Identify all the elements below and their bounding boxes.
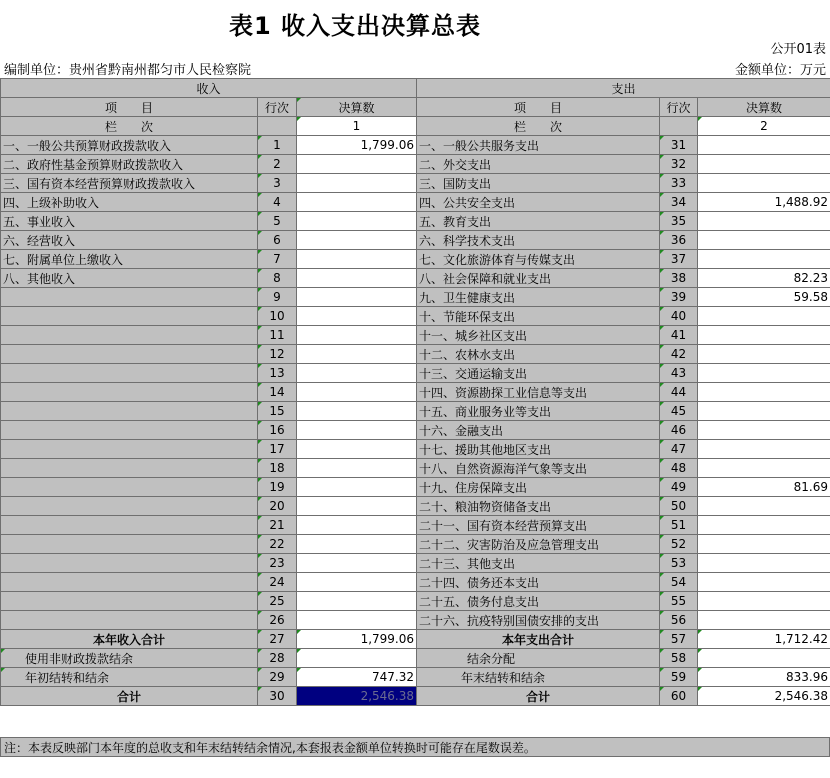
income-amount-cell[interactable]: 1,799.06 xyxy=(297,136,417,155)
expense-amount-cell[interactable]: 81.69 xyxy=(698,478,830,497)
expense-total-value[interactable]: 1,712.42 xyxy=(698,630,830,649)
expense-item-name: 三、国防支出 xyxy=(417,174,660,193)
end-carryover-label: 年末结转和结余 xyxy=(417,668,660,687)
income-amount-cell[interactable] xyxy=(297,307,417,326)
expense-item-name: 十三、交通运输支出 xyxy=(417,364,660,383)
income-item-name xyxy=(1,516,258,535)
allocation-label: 结余分配 xyxy=(417,649,660,668)
expense-amount-cell[interactable] xyxy=(698,592,830,611)
footnote: 注：本表反映部门本年度的总收支和年末结转结余情况,本套报表金额单位转换时可能存在尾数误差。 xyxy=(0,737,830,757)
expense-item-name: 十五、商业服务业等支出 xyxy=(417,402,660,421)
expense-item-name: 七、文化旅游体育与传媒支出 xyxy=(417,250,660,269)
header-row-colno xyxy=(1,117,830,136)
income-amount-cell[interactable] xyxy=(297,250,417,269)
expense-item-name: 十八、自然资源海洋气象等支出 xyxy=(417,459,660,478)
income-row-number: 6 xyxy=(258,231,297,250)
expense-item-name: 十二、农林水支出 xyxy=(417,345,660,364)
income-item-name xyxy=(1,611,258,630)
income-item-name xyxy=(1,364,258,383)
table-row xyxy=(1,497,830,516)
income-header: 收入 xyxy=(1,79,417,98)
expense-row-number: 47 xyxy=(660,440,698,459)
expense-row-number: 50 xyxy=(660,497,698,516)
expense-item-name: 二十四、债务还本支出 xyxy=(417,573,660,592)
expense-amount-cell[interactable] xyxy=(698,345,830,364)
income-total-value[interactable]: 1,799.06 xyxy=(297,630,417,649)
expense-row-number: 40 xyxy=(660,307,698,326)
expense-amount-cell[interactable] xyxy=(698,326,830,345)
income-item-name xyxy=(1,402,258,421)
grand-total-row xyxy=(1,687,830,706)
income-amount-cell[interactable] xyxy=(297,402,417,421)
income-row-number: 24 xyxy=(258,573,297,592)
income-item-name xyxy=(1,497,258,516)
table-row xyxy=(1,592,830,611)
expense-amount-cell[interactable] xyxy=(698,307,830,326)
income-row-number: 23 xyxy=(258,554,297,573)
expense-row-number: 43 xyxy=(660,364,698,383)
income-row-number: 11 xyxy=(258,326,297,345)
end-carryover-value[interactable]: 833.96 xyxy=(698,668,830,687)
grand-total-expense-value[interactable]: 2,546.38 xyxy=(698,687,830,706)
header-row-columns xyxy=(1,98,830,117)
income-item-name xyxy=(1,288,258,307)
expense-item-name: 一、一般公共服务支出 xyxy=(417,136,660,155)
expense-amount-cell[interactable] xyxy=(698,155,830,174)
expense-item-name: 二十五、债务付息支出 xyxy=(417,592,660,611)
expense-column-blank xyxy=(660,117,698,136)
expense-item-name: 六、科学技术支出 xyxy=(417,231,660,250)
table-row xyxy=(1,421,830,440)
expense-amount-cell[interactable] xyxy=(698,402,830,421)
expense-item-header: 项 目 xyxy=(417,98,660,117)
expense-total-label: 本年支出合计 xyxy=(417,630,660,649)
income-amount-cell[interactable] xyxy=(297,554,417,573)
income-row-number: 19 xyxy=(258,478,297,497)
income-item-name: 一、一般公共预算财政拨款收入 xyxy=(1,136,258,155)
income-amount-cell[interactable] xyxy=(297,592,417,611)
expense-item-name: 二十三、其他支出 xyxy=(417,554,660,573)
income-row-number: 2 xyxy=(258,155,297,174)
income-row-number: 17 xyxy=(258,440,297,459)
nonfiscal-label: 使用非财政拨款结余 xyxy=(1,649,258,668)
income-row-number: 3 xyxy=(258,174,297,193)
income-amount-cell[interactable] xyxy=(297,345,417,364)
table-row xyxy=(1,269,830,288)
expense-item-name: 四、公共安全支出 xyxy=(417,193,660,212)
table-row xyxy=(1,611,830,630)
expense-row-number: 46 xyxy=(660,421,698,440)
income-amount-cell[interactable] xyxy=(297,421,417,440)
money-unit: 金额单位：万元 xyxy=(734,63,826,78)
income-item-name xyxy=(1,554,258,573)
income-row-number: 14 xyxy=(258,383,297,402)
table-row xyxy=(1,307,830,326)
income-amount-cell[interactable] xyxy=(297,383,417,402)
table-row xyxy=(1,459,830,478)
nonfiscal-row xyxy=(1,649,830,668)
income-amount-cell[interactable] xyxy=(297,364,417,383)
table-row xyxy=(1,440,830,459)
expense-row-number: 41 xyxy=(660,326,698,345)
expense-amount-cell[interactable] xyxy=(698,440,830,459)
income-item-name xyxy=(1,345,258,364)
income-amount-cell[interactable] xyxy=(297,573,417,592)
expense-row-number: 35 xyxy=(660,212,698,231)
nonfiscal-value[interactable] xyxy=(297,649,417,668)
income-amount-header: 决算数 xyxy=(297,98,417,117)
expense-row-number: 33 xyxy=(660,174,698,193)
end-carryover-no: 59 xyxy=(660,668,698,687)
expense-amount-cell[interactable]: 59.58 xyxy=(698,288,830,307)
table-row xyxy=(1,174,830,193)
table-row xyxy=(1,554,830,573)
income-row-number: 18 xyxy=(258,459,297,478)
table-row xyxy=(1,383,830,402)
expense-header: 支出 xyxy=(417,79,830,98)
income-row-number: 7 xyxy=(258,250,297,269)
expense-item-name: 五、教育支出 xyxy=(417,212,660,231)
expense-amount-cell[interactable] xyxy=(698,136,830,155)
income-row-number: 22 xyxy=(258,535,297,554)
expense-amount-cell[interactable] xyxy=(698,231,830,250)
income-amount-cell[interactable] xyxy=(297,535,417,554)
income-item-name xyxy=(1,307,258,326)
income-item-name xyxy=(1,535,258,554)
expense-item-name: 二十一、国有资本经营预算支出 xyxy=(417,516,660,535)
income-item-name: 七、附属单位上缴收入 xyxy=(1,250,258,269)
expense-amount-cell[interactable] xyxy=(698,535,830,554)
expense-amount-cell[interactable] xyxy=(698,383,830,402)
expense-amount-cell[interactable] xyxy=(698,174,830,193)
reporting-unit: 编制单位：贵州省黔南州都匀市人民检察院 xyxy=(4,63,252,78)
expense-row-number: 42 xyxy=(660,345,698,364)
income-amount-cell[interactable] xyxy=(297,459,417,478)
expense-rowno-header: 行次 xyxy=(660,98,698,117)
income-column-label: 栏 次 xyxy=(1,117,258,136)
table-row xyxy=(1,250,830,269)
expense-item-name: 十七、援助其他地区支出 xyxy=(417,440,660,459)
income-item-name xyxy=(1,421,258,440)
table-row xyxy=(1,478,830,497)
total-row xyxy=(1,630,830,649)
expense-row-number: 52 xyxy=(660,535,698,554)
expense-row-number: 36 xyxy=(660,231,698,250)
table-row xyxy=(1,516,830,535)
income-item-name xyxy=(1,592,258,611)
expense-amount-cell[interactable] xyxy=(698,250,830,269)
table-row xyxy=(1,155,830,174)
income-item-header: 项 目 xyxy=(1,98,258,117)
expense-item-name: 十九、住房保障支出 xyxy=(417,478,660,497)
income-item-name xyxy=(1,440,258,459)
expense-row-number: 32 xyxy=(660,155,698,174)
expense-row-number: 56 xyxy=(660,611,698,630)
income-row-number: 16 xyxy=(258,421,297,440)
income-item-name xyxy=(1,573,258,592)
expense-item-name: 八、社会保障和就业支出 xyxy=(417,269,660,288)
expense-row-number: 48 xyxy=(660,459,698,478)
expense-item-name: 十四、资源勘探工业信息等支出 xyxy=(417,383,660,402)
income-row-number: 15 xyxy=(258,402,297,421)
income-row-number: 26 xyxy=(258,611,297,630)
income-row-number: 20 xyxy=(258,497,297,516)
form-number: 公开01表 xyxy=(770,42,826,57)
expense-item-name: 二、外交支出 xyxy=(417,155,660,174)
income-amount-cell[interactable] xyxy=(297,231,417,250)
begin-carryover-no: 29 xyxy=(258,668,297,687)
begin-carryover-value[interactable]: 747.32 xyxy=(297,668,417,687)
expense-row-number: 53 xyxy=(660,554,698,573)
expense-item-name: 十六、金融支出 xyxy=(417,421,660,440)
expense-amount-cell[interactable] xyxy=(698,554,830,573)
expense-amount-cell[interactable]: 82.23 xyxy=(698,269,830,288)
table-row xyxy=(1,535,830,554)
expense-item-name: 二十、粮油物资储备支出 xyxy=(417,497,660,516)
expense-row-number: 54 xyxy=(660,573,698,592)
income-total-no: 27 xyxy=(258,630,297,649)
expense-row-number: 44 xyxy=(660,383,698,402)
table-row xyxy=(1,364,830,383)
expense-row-number: 34 xyxy=(660,193,698,212)
income-amount-cell[interactable] xyxy=(297,440,417,459)
income-item-name: 五、事业收入 xyxy=(1,212,258,231)
allocation-value[interactable] xyxy=(698,649,830,668)
income-row-number: 12 xyxy=(258,345,297,364)
budget-table xyxy=(0,78,830,706)
table-row xyxy=(1,402,830,421)
expense-amount-cell[interactable]: 1,488.92 xyxy=(698,193,830,212)
expense-row-number: 37 xyxy=(660,250,698,269)
nonfiscal-no: 28 xyxy=(258,649,297,668)
income-column-number: 1 xyxy=(297,117,417,136)
income-amount-cell[interactable] xyxy=(297,155,417,174)
expense-amount-cell[interactable] xyxy=(698,516,830,535)
income-rowno-header: 行次 xyxy=(258,98,297,117)
grand-total-income-label: 合计 xyxy=(1,687,258,706)
expense-amount-cell[interactable] xyxy=(698,459,830,478)
expense-row-number: 49 xyxy=(660,478,698,497)
income-amount-cell[interactable] xyxy=(297,212,417,231)
income-row-number: 1 xyxy=(258,136,297,155)
income-item-name xyxy=(1,459,258,478)
income-item-name: 八、其他收入 xyxy=(1,269,258,288)
expense-row-number: 45 xyxy=(660,402,698,421)
expense-row-number: 38 xyxy=(660,269,698,288)
grand-total-expense-no: 60 xyxy=(660,687,698,706)
expense-amount-cell[interactable] xyxy=(698,421,830,440)
expense-amount-cell[interactable] xyxy=(698,573,830,592)
table-row xyxy=(1,231,830,250)
income-row-number: 21 xyxy=(258,516,297,535)
expense-item-name: 十、节能环保支出 xyxy=(417,307,660,326)
income-amount-cell[interactable] xyxy=(297,497,417,516)
expense-total-no: 57 xyxy=(660,630,698,649)
income-amount-cell[interactable] xyxy=(297,174,417,193)
income-amount-cell[interactable] xyxy=(297,611,417,630)
begin-carryover-label: 年初结转和结余 xyxy=(1,668,258,687)
expense-amount-cell[interactable] xyxy=(698,611,830,630)
income-item-name: 四、上级补助收入 xyxy=(1,193,258,212)
income-item-name xyxy=(1,383,258,402)
income-row-number: 25 xyxy=(258,592,297,611)
income-item-name xyxy=(1,326,258,345)
table-row xyxy=(1,573,830,592)
income-column-blank xyxy=(258,117,297,136)
income-row-number: 9 xyxy=(258,288,297,307)
income-amount-cell[interactable] xyxy=(297,269,417,288)
income-amount-cell[interactable] xyxy=(297,288,417,307)
income-row-number: 8 xyxy=(258,269,297,288)
expense-item-name: 九、卫生健康支出 xyxy=(417,288,660,307)
allocation-no: 58 xyxy=(660,649,698,668)
expense-row-number: 39 xyxy=(660,288,698,307)
expense-row-number: 55 xyxy=(660,592,698,611)
table-row xyxy=(1,326,830,345)
expense-amount-header: 决算数 xyxy=(698,98,830,117)
income-item-name xyxy=(1,478,258,497)
header-row-section xyxy=(1,79,830,98)
expense-amount-cell[interactable] xyxy=(698,212,830,231)
page-title: 表1 收入支出决算总表 xyxy=(228,12,482,40)
expense-column-number: 2 xyxy=(698,117,830,136)
expense-row-number: 31 xyxy=(660,136,698,155)
income-row-number: 13 xyxy=(258,364,297,383)
income-item-name: 六、经营收入 xyxy=(1,231,258,250)
table-row xyxy=(1,136,830,155)
income-row-number: 5 xyxy=(258,212,297,231)
expense-amount-cell[interactable] xyxy=(698,364,830,383)
income-row-number: 4 xyxy=(258,193,297,212)
income-total-label: 本年收入合计 xyxy=(1,630,258,649)
expense-item-name: 十一、城乡社区支出 xyxy=(417,326,660,345)
income-amount-cell[interactable] xyxy=(297,193,417,212)
expense-amount-cell[interactable] xyxy=(698,497,830,516)
expense-column-label: 栏 次 xyxy=(417,117,660,136)
grand-total-income-value[interactable]: 2,546.38 xyxy=(297,687,417,706)
grand-total-income-no: 30 xyxy=(258,687,297,706)
carryover-row xyxy=(1,668,830,687)
income-item-name: 二、政府性基金预算财政拨款收入 xyxy=(1,155,258,174)
income-row-number: 10 xyxy=(258,307,297,326)
expense-item-name: 二十六、抗疫特别国债安排的支出 xyxy=(417,611,660,630)
table-row xyxy=(1,193,830,212)
expense-item-name: 二十二、灾害防治及应急管理支出 xyxy=(417,535,660,554)
income-amount-cell[interactable] xyxy=(297,478,417,497)
table-row xyxy=(1,212,830,231)
income-amount-cell[interactable] xyxy=(297,516,417,535)
income-amount-cell[interactable] xyxy=(297,326,417,345)
income-item-name: 三、国有资本经营预算财政拨款收入 xyxy=(1,174,258,193)
grand-total-expense-label: 合计 xyxy=(417,687,660,706)
table-row xyxy=(1,288,830,307)
expense-row-number: 51 xyxy=(660,516,698,535)
table-row xyxy=(1,345,830,364)
